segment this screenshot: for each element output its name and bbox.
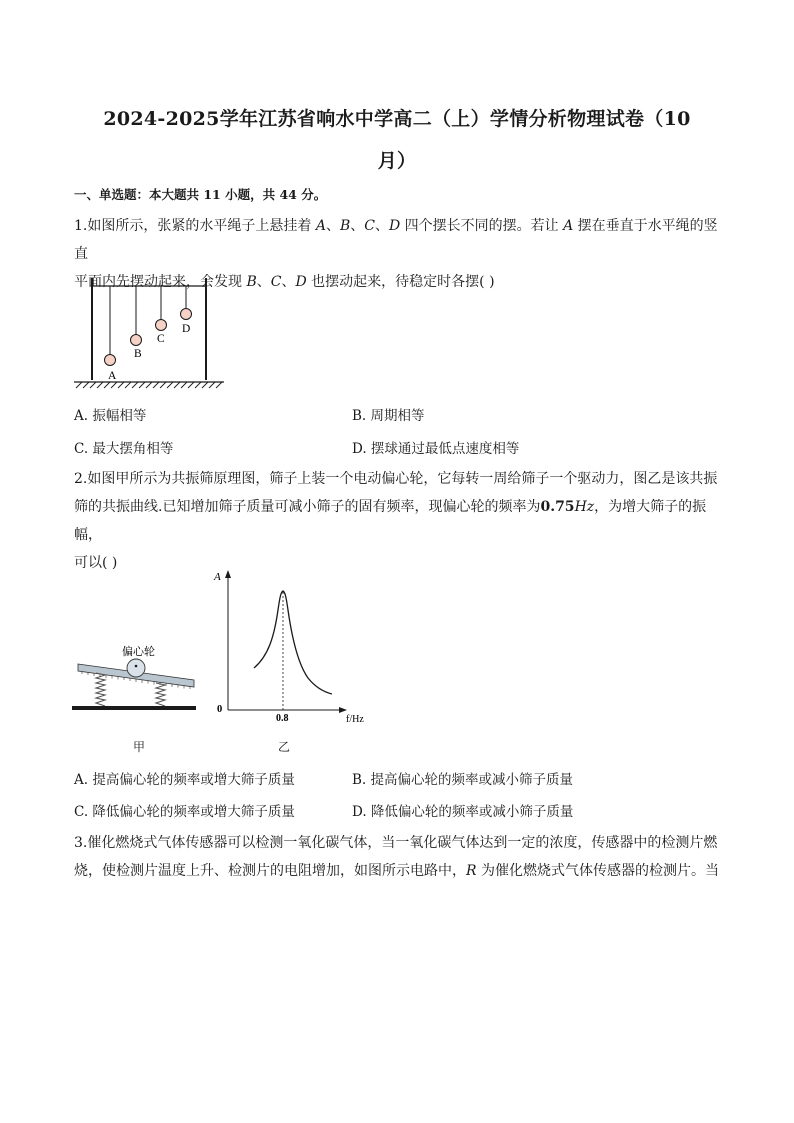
q3-line-2 — [74, 857, 722, 885]
x-axis-arrow — [339, 707, 347, 713]
q1-var: D — [388, 218, 401, 234]
q1-sep: 、 — [256, 274, 271, 290]
left-spring — [96, 673, 105, 706]
q2-option-b: B. 提高偏心轮的频率或减小筛子质量 — [352, 772, 574, 788]
eccentric-wheel-label: 偏心轮 — [122, 645, 155, 658]
q2-option-c: C. 降低偏心轮的频率或增大筛子质量 — [74, 804, 295, 820]
wheel-axle — [135, 665, 138, 668]
q1-sep: 、 — [325, 218, 340, 234]
pendulum-ball-a — [105, 355, 116, 366]
q3-var-r: R — [466, 863, 477, 879]
q1-text: 1.如图所示，张紧的水平绳子上悬挂着 — [74, 218, 316, 234]
resonance-sieve-figure — [70, 640, 200, 718]
q1-option-d: D. 摆球通过最低点速度相等 — [352, 441, 520, 457]
origin-label: 0 — [217, 704, 223, 715]
q1-option-c: C. 最大摆角相等 — [74, 441, 174, 457]
resonance-curve — [254, 591, 332, 694]
q1-sep: 、 — [374, 218, 389, 234]
title-line-1: 2024-2025学年江苏省响水中学高二（上）学情分析物理试卷（10 — [103, 108, 691, 130]
q1-option-b: B. 周期相等 — [352, 408, 425, 424]
label-a: A — [108, 370, 117, 382]
q2-frequency: 0.75 — [540, 499, 575, 515]
x-axis-label: f/Hz — [346, 714, 364, 725]
resonance-curve-chart — [210, 568, 380, 728]
q2-option-d: D. 降低偏心轮的频率或减小筛子质量 — [352, 804, 574, 820]
q1-var: D — [295, 274, 307, 290]
pendulum-ball-c — [156, 320, 167, 331]
q1-text: 摆在垂直于水平绳的竖直 — [74, 218, 718, 262]
q1-var: A — [563, 218, 574, 234]
q3-line-1: 3.催化燃烧式气体传感器可以检测一氧化碳气体，当一氧化碳气体达到一定的浓度，传感器中的检测片燃 — [74, 835, 718, 851]
q1-var: A — [315, 218, 326, 234]
label-b: B — [134, 348, 142, 360]
y-axis-arrow — [225, 570, 231, 578]
q1-text: 平面内先摆动起来，会发现 — [74, 274, 247, 290]
label-c: C — [157, 333, 165, 345]
q1-var: B — [339, 218, 351, 234]
q1-sep: 、 — [281, 274, 296, 290]
caption-yi: 乙 — [278, 740, 291, 754]
q1-var: C — [270, 274, 282, 290]
right-spring — [156, 683, 165, 706]
exam-title — [70, 98, 724, 182]
caption-jia: 甲 — [133, 740, 146, 754]
q1-var: B — [246, 274, 257, 290]
q2-text: 筛的共振曲线.已知增加筛子质量可减小筛子的固有频率，现偏心轮的频率为 — [74, 499, 541, 515]
q2-line-3: 可以( ) — [74, 555, 118, 571]
q2-text: ，为增大筛子的振幅， — [74, 499, 707, 543]
q2-line-2 — [74, 493, 722, 549]
pendulum-ball-d — [181, 309, 192, 320]
q1-line-1 — [74, 212, 722, 268]
sieve-base — [72, 706, 196, 710]
q2-option-a: A. 提高偏心轮的频率或增大筛子质量 — [74, 772, 295, 788]
q3-text: 为催化燃烧式气体传感器的检测片。当 — [476, 863, 719, 879]
ground-hatching — [76, 382, 222, 388]
q1-var: C — [364, 218, 375, 234]
label-d: D — [182, 323, 191, 335]
q1-option-a: A. 振幅相等 — [74, 408, 147, 424]
q2-line-1: 2.如图甲所示为共振筛原理图，筛子上装一个电动偏心轮，它每转一周给筛子一个驱动力，图乙是该共振 — [74, 471, 718, 487]
q3-text: 烧，使检测片温度上升、检测片的电阻增加，如图所示电路中， — [74, 863, 466, 879]
pendulum-figure — [70, 276, 230, 394]
eccentric-wheel — [127, 659, 145, 677]
section-heading: 一、单选题：本大题共 11 小题，共 44 分。 — [74, 187, 327, 202]
question-2-text — [74, 465, 722, 577]
pendulum-ball-b — [131, 335, 142, 346]
question-3-text — [74, 829, 722, 885]
q1-text: 四个摆长不同的摆。若让 — [400, 218, 564, 234]
q1-sep: 、 — [350, 218, 365, 234]
y-axis-label: A — [214, 571, 221, 583]
q1-text: 也摆动起来，待稳定时各摆( ) — [306, 274, 495, 290]
title-line-2: 月） — [377, 150, 417, 172]
peak-frequency-tick: 0.8 — [276, 713, 289, 724]
q2-unit: Hz — [574, 499, 595, 515]
